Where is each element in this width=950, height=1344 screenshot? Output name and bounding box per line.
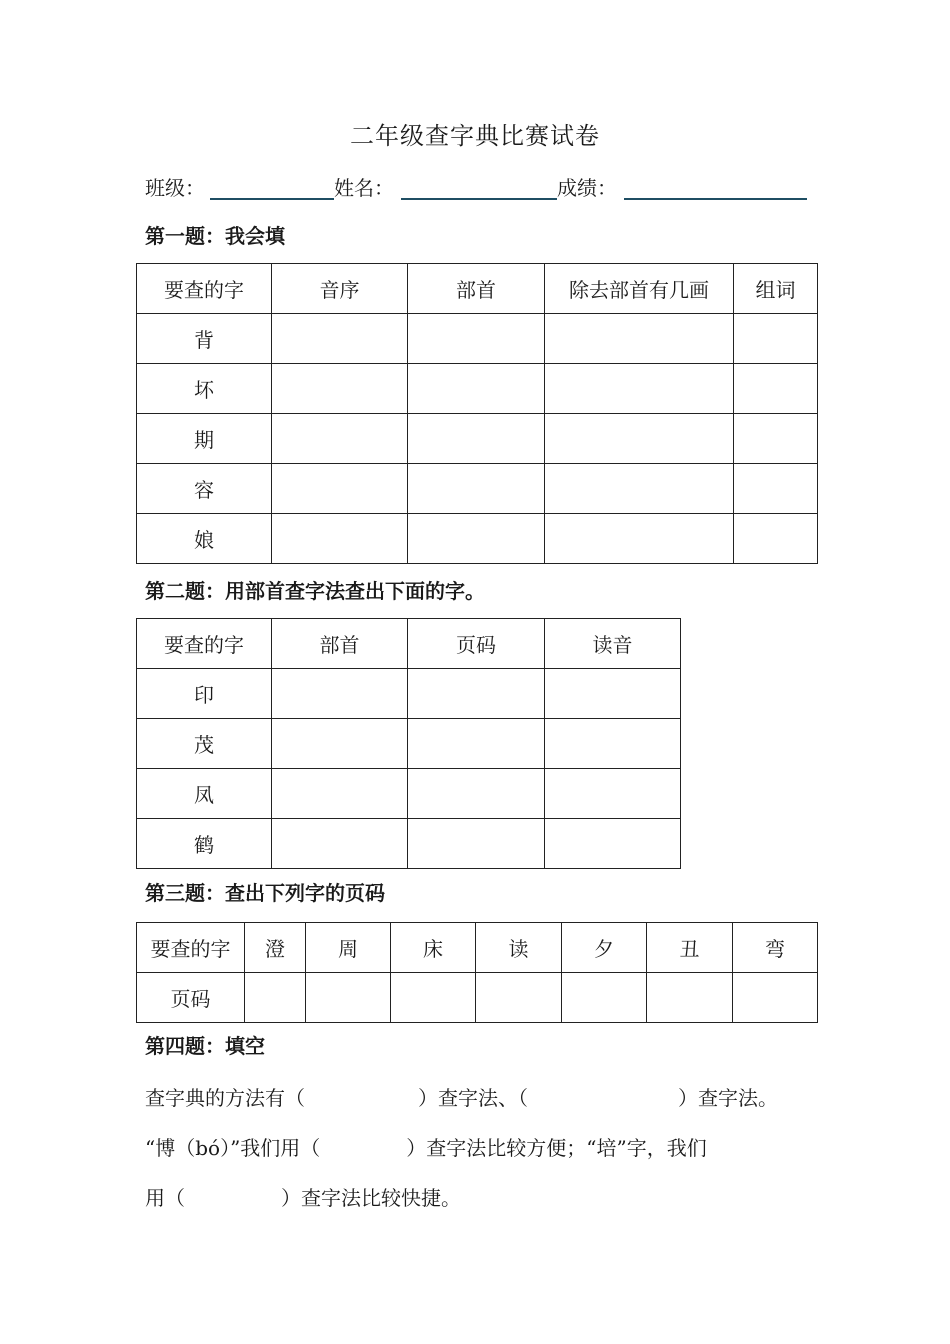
answer-cell[interactable]	[272, 769, 408, 819]
name-label: 姓名：	[334, 176, 394, 200]
table-header-row	[137, 264, 818, 314]
header-cell: 要查的字	[137, 264, 272, 314]
answer-cell[interactable]	[408, 414, 545, 464]
answer-cell[interactable]	[245, 973, 306, 1023]
answer-cell[interactable]	[272, 414, 408, 464]
table-row	[137, 464, 818, 514]
answer-cell[interactable]	[545, 414, 734, 464]
answer-cell[interactable]	[545, 364, 734, 414]
answer-cell[interactable]	[734, 364, 818, 414]
char-cell: 周	[306, 923, 391, 973]
answer-cell[interactable]	[545, 314, 734, 364]
answer-cell[interactable]	[272, 669, 408, 719]
char-cell: 容	[137, 464, 272, 514]
char-cell: 床	[391, 923, 476, 973]
q1-heading: 第一题：我会填	[145, 224, 285, 248]
char-cell: 娘	[137, 514, 272, 564]
header-cell: 音序	[272, 264, 408, 314]
score-field[interactable]	[624, 198, 807, 200]
char-cell: 读	[476, 923, 562, 973]
char-cell: 凤	[137, 769, 272, 819]
answer-cell[interactable]	[476, 973, 562, 1023]
table-row	[137, 769, 681, 819]
name-field[interactable]	[401, 198, 557, 200]
q4-line-2	[145, 1132, 707, 1161]
answer-cell[interactable]	[545, 514, 734, 564]
q3-heading: 第三题：查出下列字的页码	[145, 881, 385, 905]
answer-cell[interactable]	[562, 973, 647, 1023]
char-cell: 澄	[245, 923, 306, 973]
char-cell: 夕	[562, 923, 647, 973]
answer-cell[interactable]	[734, 514, 818, 564]
char-cell: 坏	[137, 364, 272, 414]
q4-line-1	[145, 1082, 778, 1111]
table-row	[137, 819, 681, 869]
page-title: 二年级查字典比赛试卷	[350, 122, 600, 150]
table-row	[137, 719, 681, 769]
answer-cell[interactable]	[408, 669, 545, 719]
answer-cell[interactable]	[408, 364, 545, 414]
table-row	[137, 923, 818, 973]
answer-cell[interactable]	[408, 719, 545, 769]
q4-line-3	[145, 1182, 461, 1211]
row-label: 页码	[137, 973, 245, 1023]
answer-cell[interactable]	[545, 464, 734, 514]
answer-cell[interactable]	[408, 514, 545, 564]
class-field[interactable]	[210, 198, 334, 200]
answer-cell[interactable]	[545, 719, 681, 769]
answer-cell[interactable]	[734, 414, 818, 464]
char-cell: 背	[137, 314, 272, 364]
header-cell: 要查的字	[137, 619, 272, 669]
q4-line2-text-a: “博（bó）”我们用（	[145, 1136, 321, 1160]
answer-cell[interactable]	[272, 314, 408, 364]
q4-line3-text-b: ）查字法比较快捷。	[281, 1186, 461, 1210]
header-cell: 除去部首有几画	[545, 264, 734, 314]
answer-cell[interactable]	[734, 464, 818, 514]
q3-table	[136, 922, 818, 1023]
header-cell: 页码	[408, 619, 545, 669]
row-label: 要查的字	[137, 923, 245, 973]
answer-cell[interactable]	[272, 719, 408, 769]
header-cell: 组词	[734, 264, 818, 314]
answer-cell[interactable]	[391, 973, 476, 1023]
table-row	[137, 364, 818, 414]
answer-cell[interactable]	[408, 769, 545, 819]
table-row	[137, 669, 681, 719]
header-cell: 部首	[272, 619, 408, 669]
answer-cell[interactable]	[272, 364, 408, 414]
answer-cell[interactable]	[306, 973, 391, 1023]
table-row	[137, 514, 818, 564]
table-row	[137, 414, 818, 464]
header-cell: 部首	[408, 264, 545, 314]
answer-cell[interactable]	[647, 973, 733, 1023]
q2-table	[136, 618, 681, 869]
answer-cell[interactable]	[545, 819, 681, 869]
q1-table	[136, 263, 818, 564]
score-label: 成绩：	[557, 176, 617, 200]
answer-cell[interactable]	[734, 314, 818, 364]
q2-heading: 第二题：用部首查字法查出下面的字。	[145, 579, 485, 603]
header-cell: 读音	[545, 619, 681, 669]
char-cell: 期	[137, 414, 272, 464]
answer-cell[interactable]	[272, 514, 408, 564]
answer-cell[interactable]	[733, 973, 818, 1023]
answer-cell[interactable]	[408, 819, 545, 869]
table-row	[137, 973, 818, 1023]
answer-cell[interactable]	[272, 464, 408, 514]
answer-cell[interactable]	[408, 314, 545, 364]
q4-line1-text-b: ）查字法、（	[418, 1086, 528, 1110]
char-cell: 印	[137, 669, 272, 719]
char-cell: 弯	[733, 923, 818, 973]
q4-heading: 第四题：填空	[145, 1034, 265, 1058]
table-row	[137, 314, 818, 364]
answer-cell[interactable]	[545, 669, 681, 719]
class-label: 班级：	[145, 176, 205, 200]
q4-line3-text-a: 用（	[145, 1186, 185, 1210]
answer-cell[interactable]	[408, 464, 545, 514]
char-cell: 鹤	[137, 819, 272, 869]
q4-line2-text-b: ）查字法比较方便；“培”字，我们	[406, 1136, 707, 1160]
char-cell: 茂	[137, 719, 272, 769]
q4-line1-text-a: 查字典的方法有（	[145, 1086, 305, 1110]
answer-cell[interactable]	[545, 769, 681, 819]
char-cell: 丑	[647, 923, 733, 973]
table-header-row	[137, 619, 681, 669]
answer-cell[interactable]	[272, 819, 408, 869]
q4-line1-text-c: ）查字法。	[678, 1086, 778, 1110]
